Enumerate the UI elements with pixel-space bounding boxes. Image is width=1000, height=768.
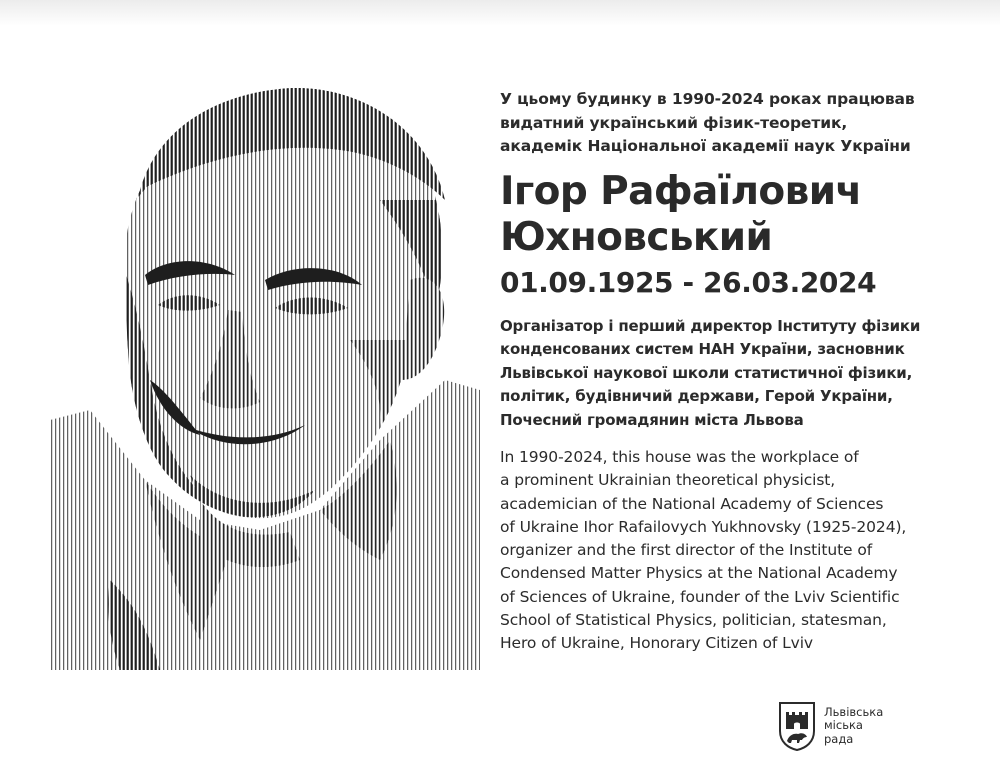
portrait-engraving bbox=[50, 80, 480, 670]
intro-line: видатний український фізик-теоретик, bbox=[500, 113, 848, 132]
name-line: Юхновський bbox=[500, 214, 773, 260]
bio-en-line: organizer and the first director of the Institute of bbox=[500, 541, 873, 560]
biography-english bbox=[500, 446, 970, 656]
bio-en-line: Hero of Ukraine, Honorary Citizen of Lviv bbox=[500, 634, 813, 653]
plaque-text bbox=[500, 88, 970, 656]
bio-en-line: Condensed Matter Physics at the National Academy bbox=[500, 564, 898, 583]
bio-uk-line: Львівської наукової школи статистичної фізики, bbox=[500, 363, 913, 382]
person-name bbox=[500, 169, 970, 261]
bio-en-line: In 1990-2024, this house was the workplace of bbox=[500, 448, 859, 466]
logo-text-line: Львівська bbox=[824, 704, 884, 719]
lviv-coat-of-arms-icon bbox=[778, 701, 816, 751]
bio-en-line: of Sciences of Ukraine, founder of the Lviv Scientific bbox=[500, 587, 900, 606]
bio-en-line: a prominent Ukrainian theoretical physicist, bbox=[500, 471, 836, 490]
bio-en-line: of Ukraine Ihor Rafailovych Yukhnovsky (1925-2024), bbox=[500, 517, 907, 536]
bio-uk-line: Організатор і перший директор Інституту фізики bbox=[500, 316, 921, 335]
logo-text bbox=[824, 706, 883, 747]
name-line: Ігор Рафаїлович bbox=[500, 168, 862, 214]
logo-text-line: рада bbox=[824, 731, 854, 746]
top-shadow bbox=[0, 0, 1000, 26]
bio-en-line: academician of the National Academy of Sciences bbox=[500, 494, 884, 513]
bio-en-line: School of Statistical Physics, politician, statesman, bbox=[500, 611, 887, 630]
intro-line: У цьому будинку в 1990-2024 роках працював bbox=[500, 90, 915, 108]
lviv-city-council-logo bbox=[778, 700, 883, 752]
bio-uk-line: конденсованих систем НАН України, засновник bbox=[500, 340, 905, 358]
life-dates: 01.09.1925 - 26.03.2024 bbox=[500, 265, 877, 299]
bio-uk-line: Почесний громадянин міста Львова bbox=[500, 410, 804, 429]
logo-text-line: міська bbox=[824, 718, 863, 733]
bio-uk-line: політик, будівничий держави, Герой України, bbox=[500, 387, 893, 405]
portrait-svg bbox=[50, 80, 480, 670]
biography-ukrainian bbox=[500, 315, 970, 433]
intro-ukrainian bbox=[500, 88, 970, 159]
intro-line: академік Національної академії наук України bbox=[500, 137, 911, 155]
